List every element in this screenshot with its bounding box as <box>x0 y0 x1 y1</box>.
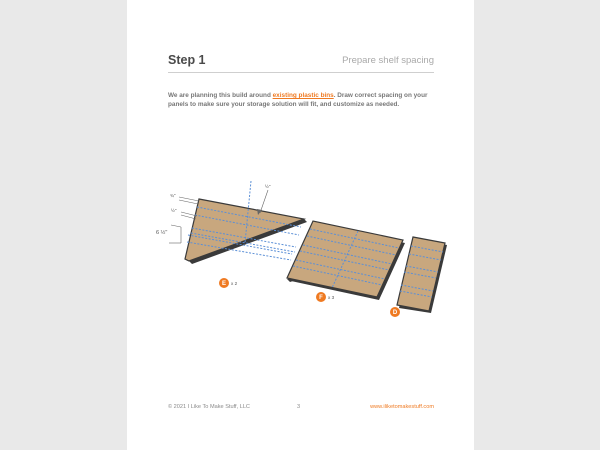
panel-d <box>397 237 447 313</box>
footer-page-number: 3 <box>297 404 301 410</box>
step-subtitle: Prepare shelf spacing <box>342 55 434 66</box>
panel-e <box>185 181 307 264</box>
footer-copyright: © 2021 I Like To Make Stuff, LLC <box>168 404 250 410</box>
qty-panel-f: x 3 <box>328 295 335 300</box>
intro-text-start: We are planning this build around <box>168 92 273 99</box>
step-title: Step 1 <box>168 53 206 67</box>
footer-website-link[interactable]: www.iliketomakestuff.com <box>370 404 434 410</box>
dim-label-top: ½" <box>265 184 271 189</box>
document-page <box>127 0 474 450</box>
badge-panel-d <box>390 307 400 317</box>
qty-panel-e: x 2 <box>231 281 238 286</box>
header-divider <box>168 72 434 73</box>
intro-paragraph <box>168 91 434 109</box>
badge-panel-e <box>219 278 238 288</box>
intro-text-end: . Draw correct spacing on your panels to make sure your storage solution will fit, and customize as needed. <box>168 92 428 108</box>
svg-text:F: F <box>319 295 323 301</box>
dim-label-edge: ¾" <box>170 193 176 198</box>
panel-spacing-diagram <box>127 175 474 325</box>
dim-label-gap: ½" <box>171 208 177 213</box>
plastic-bins-link[interactable]: existing plastic bins <box>272 92 334 99</box>
dim-label-shelf: 6 ½" <box>156 230 168 236</box>
svg-text:D: D <box>392 310 398 316</box>
badge-panel-f <box>316 292 335 302</box>
svg-text:E: E <box>221 281 227 287</box>
